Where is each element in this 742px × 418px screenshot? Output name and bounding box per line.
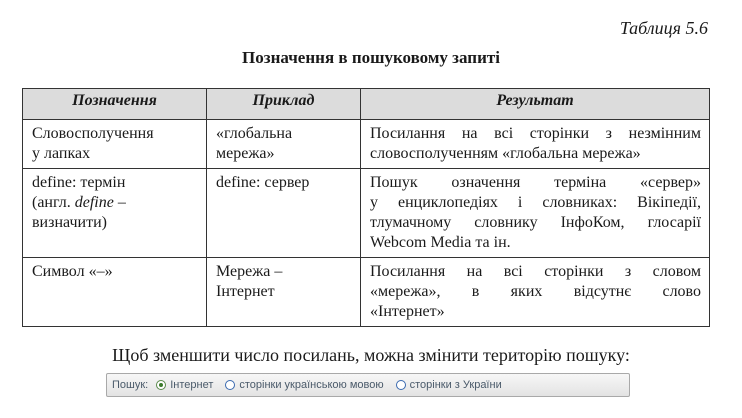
table-header-row	[23, 89, 710, 120]
table-row	[23, 120, 710, 169]
cell-line: тлумачному словнику ІнфоКом, глосарії	[370, 214, 701, 231]
cell-result	[361, 258, 710, 327]
italic-term: define	[74, 194, 114, 211]
cell-line: «мережа», в яких відсутнє слово	[370, 283, 701, 300]
cell-line: define: сервер	[216, 174, 310, 191]
cell-line: Webcom Media та ін.	[370, 234, 511, 251]
table-row	[23, 258, 710, 327]
radio-selected-icon[interactable]	[156, 380, 166, 390]
cell-line: мережа»	[216, 145, 275, 162]
cell-line: define: термін	[32, 174, 126, 191]
cell-line: Мережа –	[216, 263, 283, 280]
instruction-text: Щоб зменшити число посилань, можна змінити територію пошуку:	[112, 345, 630, 365]
scope-option-label: сторінки українською мовою	[239, 379, 384, 391]
cell-line: Символ «–»	[32, 263, 113, 280]
scope-option-from-ukraine[interactable]	[396, 379, 502, 391]
cell-line: Пошук означення терміна «сервер»	[370, 174, 701, 191]
table-title: Позначення в пошуковому запиті	[242, 48, 500, 67]
cell-line: словосполученням «глобальна мережа»	[370, 145, 641, 162]
cell-line: визначити)	[32, 214, 107, 231]
cell-example	[207, 120, 361, 169]
cell-line: у лапках	[32, 145, 91, 162]
cell-notation	[23, 258, 207, 327]
radio-icon[interactable]	[396, 380, 406, 390]
search-scope-bar	[106, 373, 630, 397]
header-result: Результат	[361, 89, 710, 120]
header-notation: Позначення	[23, 89, 207, 120]
cell-example	[207, 258, 361, 327]
cell-line: «Інтернет»	[370, 303, 445, 320]
cell-notation	[23, 120, 207, 169]
search-notation-table	[22, 88, 710, 327]
radio-icon[interactable]	[225, 380, 235, 390]
cell-notation	[23, 169, 207, 258]
scope-option-label: Інтернет	[170, 379, 214, 391]
cell-line	[32, 193, 198, 213]
table-caption: Таблиця 5.6	[619, 18, 708, 38]
cell-line: у енциклопедіях і словниках: Вікіпедії,	[370, 194, 701, 211]
scope-option-ukrainian-language[interactable]	[225, 379, 383, 391]
scope-option-internet[interactable]	[156, 379, 213, 391]
cell-result	[361, 120, 710, 169]
header-example: Приклад	[207, 89, 361, 120]
text-fragment: (англ.	[32, 194, 71, 211]
cell-example	[207, 169, 361, 258]
cell-line: Інтернет	[216, 283, 275, 300]
search-scope-label: Пошук:	[112, 379, 149, 391]
cell-line: Посилання на всі сторінки з словом	[370, 263, 701, 280]
cell-line: Словосполучення	[32, 125, 154, 142]
cell-line: «глобальна	[216, 125, 293, 142]
scope-option-label: сторінки з України	[409, 379, 502, 391]
table-row	[23, 169, 710, 258]
text-fragment: –	[113, 194, 126, 211]
cell-result	[361, 169, 710, 258]
cell-line: Посилання на всі сторінки з незмінним	[370, 125, 701, 142]
